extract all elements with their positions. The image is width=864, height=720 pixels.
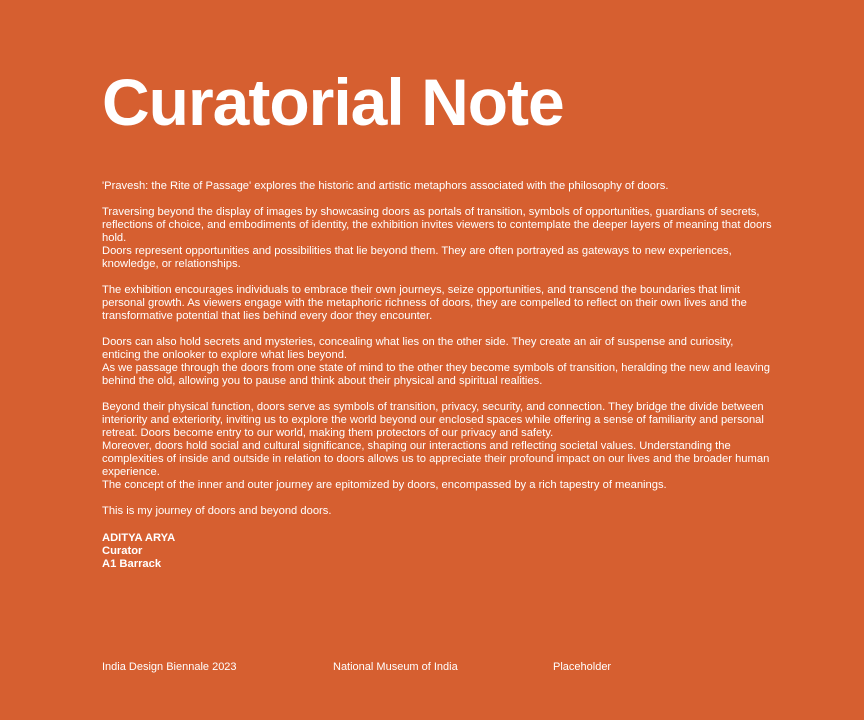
- paragraph: Doors can also hold secrets and mysteries, concealing what lies on the other side. They create an air of suspense and curiosity, enticing the onlooker to explore what lies beyond.: [102, 336, 734, 361]
- paragraph: This is my journey of doors and beyond doors.: [102, 505, 332, 517]
- paragraph: As we passage through the doors from one state of mind to the other they become symbols of transition, heralding the new and leaving behind the old, allowing you to pause and think about their physical and spiritual realities.: [102, 362, 770, 387]
- paragraph: Traversing beyond the display of images by showcasing doors as portals of transition, symbols of opportunities, guardians of secrets, reflections of choice, and embodiments of identity, the exhibition invites viewers to contemplate the deeper layers of meaning that doors hold.: [102, 206, 772, 244]
- curator-role: Curator: [102, 545, 143, 557]
- paragraph: The concept of the inner and outer journey are epitomized by doors, encompassed by a rich tapestry of meanings.: [102, 479, 667, 491]
- footer-venue: National Museum of India: [333, 661, 458, 673]
- paragraph: Beyond their physical function, doors serve as symbols of transition, privacy, security, and connection. They bridge the divide between interiority and exteriority, inviting us to explore the world beyond our enclosed spaces while offering a sense of familiarity and personal retreat. Doors become entry to our world, making them protectors of our privacy and safety.: [102, 401, 764, 439]
- paragraph: The exhibition encourages individuals to embrace their own journeys, seize opportunities, and transcend the boundaries that limit personal growth. As viewers engage with the metaphoric richness of doors, they are compelled to reflect on their own lives and the transformative potential that lies behind every door they encounter.: [102, 284, 747, 322]
- paragraph: Doors represent opportunities and possibilities that lie beyond them. They are often portrayed as gateways to new experiences, knowledge, or relationships.: [102, 245, 732, 270]
- paragraph: 'Pravesh: the Rite of Passage' explores the historic and artistic metaphors associated with the philosophy of doors.: [102, 180, 669, 192]
- footer-placeholder: Placeholder: [553, 661, 612, 673]
- signature-block: [102, 532, 175, 571]
- footer-event: India Design Biennale 2023: [102, 661, 237, 673]
- curator-location: A1 Barrack: [102, 558, 162, 570]
- paragraph: Moreover, doors hold social and cultural significance, shaping our interactions and reflecting societal values. Understanding the complexities of inside and outside in relation to doors allows us to appreciate their profound impact on our lives and the broader human experience.: [102, 440, 770, 478]
- page-title: Curatorial Note: [102, 65, 564, 139]
- curator-name: ADITYA ARYA: [102, 532, 176, 544]
- curatorial-note-body: [102, 180, 772, 518]
